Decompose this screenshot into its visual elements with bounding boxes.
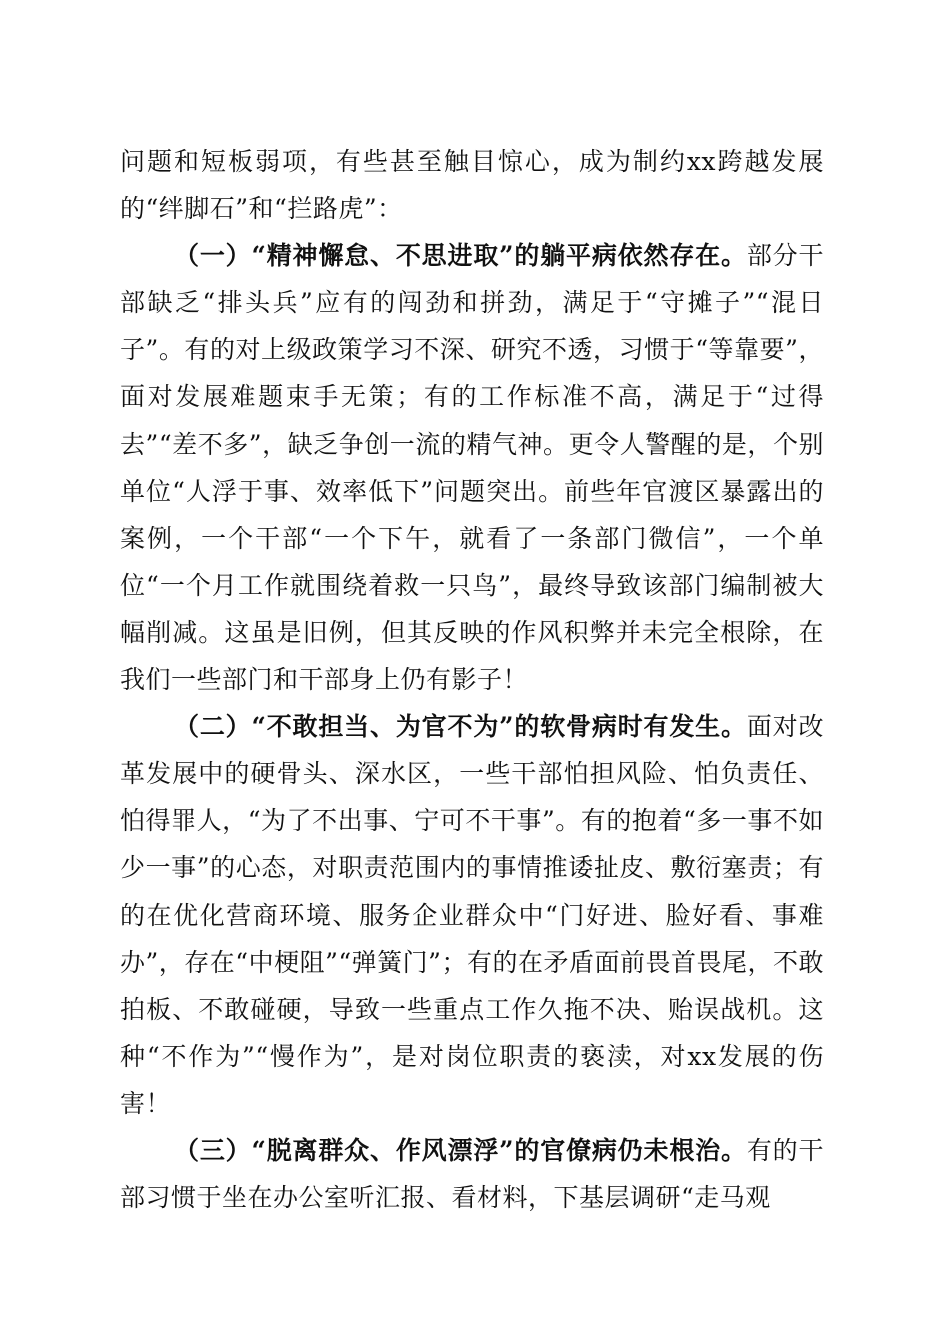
paragraph-text: 面对改革发展中的硬骨头、深水区，一些干部怕担风险、怕负责任、怕得罪人，“为了不出事、宁可不干事”。有的抱着“多一事不如少一事”的心态，对职责范围内的事情推诿扯皮、敷衍塞责；有的在优化营商环境、服务企业群众中“门好进、脸好看、事难办”，存在“中梗阻”“弹簧门”；有的在矛盾面前畏首畏尾，不敢拍板、不敢碰硬，导致一些重点工作久拖不决、贻误战机。这种“不作为”“慢作为”，是对岗位职责的亵渎，对xx发展的伤害！	[120, 712, 824, 1118]
section-heading: （一）“精神懈怠、不思进取”的躺平病依然存在。	[174, 241, 747, 271]
paragraph-text: 部分干部缺乏“排头兵”应有的闯劲和拼劲，满足于“守摊子”“混日子”。有的对上级政策学习不深、研究不透，习惯于“等靠要”，面对发展难题束手无策；有的工作标准不高，满足于“过得去”“差不多”，缺乏争创一流的精气神。更令人警醒的是，个别单位“人浮于事、效率低下”问题突出。前些年官渡区暴露出的案例，一个干部“一个下午，就看了一条部门微信”，一个单位“一个月工作就围绕着救一只鸟”，最终导致该部门编制被大幅削减。这虽是旧例，但其反映的作风积弊并未完全根除，在我们一些部门和干部身上仍有影子！	[120, 241, 824, 695]
paragraph-text: 问题和短板弱项，有些甚至触目惊心，成为制约xx跨越发展的“绊脚石”和“拦路虎”：	[120, 147, 824, 224]
section-heading: （二）“不敢担当、为官不为”的软骨病时有发生。	[174, 712, 747, 742]
document-body	[120, 138, 824, 1221]
paragraph-section-two	[120, 703, 824, 1127]
paragraph-continuation	[120, 138, 824, 232]
paragraph-section-one	[120, 232, 824, 703]
paragraph-text: 有的干部习惯于坐在办公室听汇报、看材料，下基层调研“走马观	[120, 1135, 824, 1213]
paragraph-section-three	[120, 1127, 824, 1221]
section-heading: （三）“脱离群众、作风漂浮”的官僚病仍未根治。	[174, 1135, 747, 1165]
